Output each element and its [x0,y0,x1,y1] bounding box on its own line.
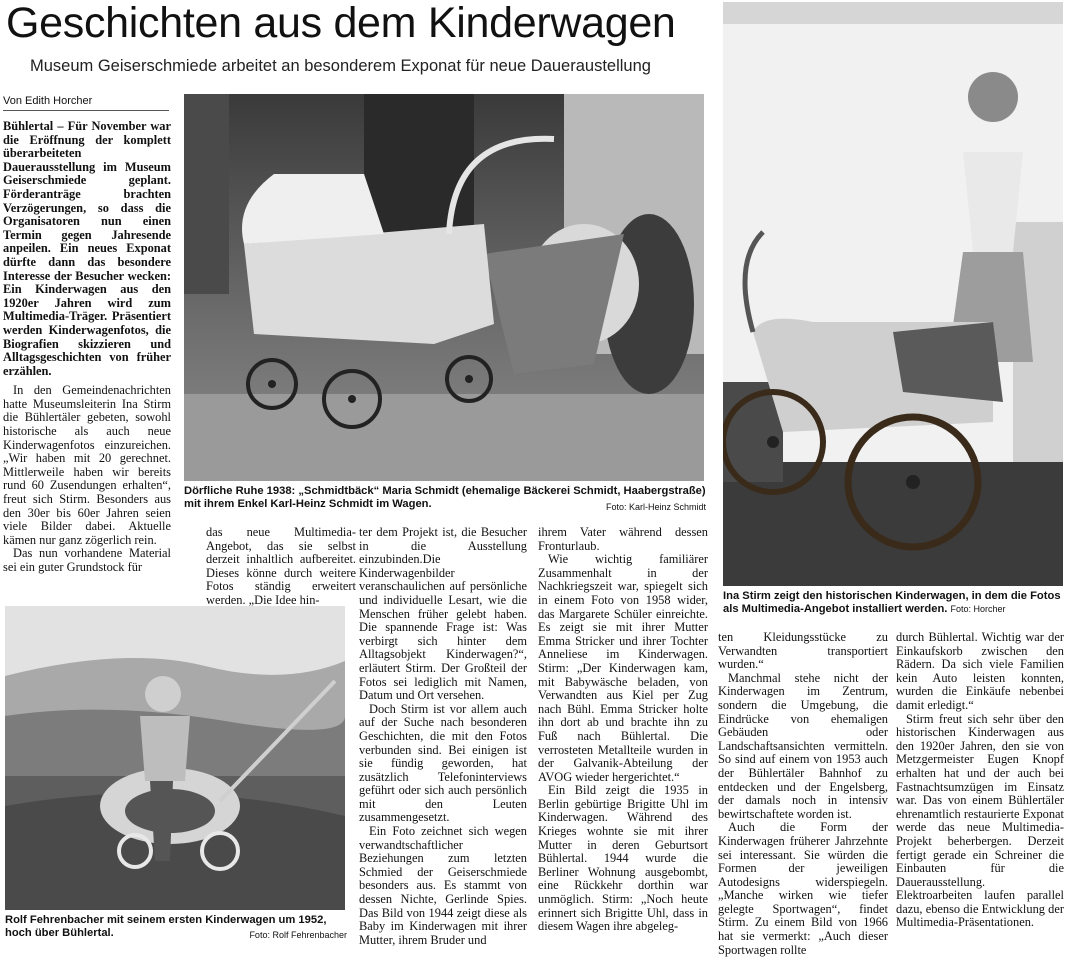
photo-credit: Foto: Karl-Heinz Schmidt [605,502,706,512]
photo-caption [5,914,347,942]
paragraph: In den Gemeindenachrichten hatte Museumsleiterin Ina Stirm die Bühlertäler gebeten, sowohl historische als auch neue Kinderwagenfotos einzureichen. „Wir haben mit 20 gerechnet. Mittlerweile haben wir bereits rund 60 Zusendungen erhalten“, freut sich Stirm. Besonders aus den 30er bis 60er Jahren seien viele Bilder dabei. Aktuelle kämen nur ganz zögerlich rein. [3,383,171,547]
article-column-2 [206,526,356,608]
article-column-4 [538,526,708,934]
photo-credit: Foto: Horcher [950,604,1006,614]
paragraph: Doch Stirm ist vor allem auch auf der Suche nach besonderen Geschichten, die mit den Fotos verbunden sind. Bei einigen ist sie fündig geworden, hat zusätzlich Telefoninterviews geführt oder sich auch persönlich mit den Leuten zusammengesetzt. [359,701,527,825]
paragraph: ten Kleidungsstücke zu Verwandten transportiert wurden.“ [718,630,888,672]
paragraph: durch Bühlertal. Wichtig war der Einkaufskorb zwischen den Rädern. Da sich viele Familien kein Auto leisten konnten, wurden die Einkäufe nebenbei damit erledigt.“ [896,630,1064,712]
caption-text: Ina Stirm zeigt den historischen Kinderwagen, in dem die Fotos als Multimedia-Angebot installiert werden. [723,590,1061,615]
paragraph: Wie wichtig familiärer Zusammenhalt in der Nachkriegszeit war, spiegelt sich in einem Foto von 1958 wider, das Margarete Schüler einreichte. Es zeigt sie mit ihrer Mutter Emma Stricker und ihrer Tochter Anneliese im Kinderwagen. Stirm: „Der Kinderwagen kam, mit Babywäsche beladen, von Verwandten aus Kiel per Zug nach Bühl. Emma Stricker holte ihn dort ab und brachte ihn zu Fuß nach Bühlertal. Die verrosteten Metallteile wurden in der Galvanik-Abteilung der AVOG wieder hergerichtet.“ [538,552,708,784]
paragraph: ter dem Projekt ist, die Besucher in die Ausstellung einzubinden.Die Kinderwagenbilder veranschaulichen auf persönliche und individuelle Lesart, wie die Menschen früher gelebt haben. Die spannende Frage ist: Was verbirgt sich hinter dem Alltagsobjekt Kinderwagen?“, erläutert Stirm. Der Großteil der Fotos sei lediglich mit Namen, Datum und Ort versehen. [359,525,527,703]
paragraph: ihrem Vater während dessen Fronturlaub. [538,525,708,553]
photo-grandmother-pram [184,94,704,481]
article-column-6 [896,631,1064,930]
lead-paragraph: Bühlertal – Für November war die Eröffnung der komplett überarbeiteten Dauerausstellung im Museum Geiserschmiede geplant. Förderanträge brachten Verzögerungen, so dass die Organisatoren nun einen Termin gegen Jahresende anpeilen. Ein neues Exponat dürfte dann das besondere Interesse der Besucher wecken: Ein Kinderwagen aus den 1920er Jahren wird zum Multimedia-Träger. Präsentiert werden Kinderwagenfotos, die Biografien skizzieren und Alltagsgeschichten von früher erzählen. [3,119,171,378]
paragraph: Auch die Form der Kinderwagen früherer Jahrzehnte sei interessant. Sie würden die Formen der jeweiligen Autodesigns widerspiegeln. „Manche wirken wie tiefer gelegte Sportwagen“, findet Stirm. Zu einem Bild von 1966 hat sie vermerkt: „Auch dieser Sportwagen rollte [718,820,888,957]
photo-ina-stirm-pram [723,2,1063,586]
subheadline: Museum Geiserschmiede arbeitet an besonderem Exponat für neue Daueraustellung [30,57,651,75]
caption-text: Dörfliche Ruhe 1938: „Schmidtbäck“ Maria Schmidt (ehemalige Bäckerei Schmidt, Haabergstraße) mit ihrem Enkel Karl-Heinz Schmidt im Wagen. [184,485,706,510]
article-column-1 [3,120,171,575]
paragraph: Stirm freut sich sehr über den historischen Kinderwagen aus den 1920er Jahren, den sie von Metzgermeister Eugen Knopf erhalten hat und der auch bei Fastnachtsumzügen im Einsatz war. Das von einem Bühlertäler ehrenamtlich restaurierte Exponat werde das neue Multimedia-Projekt beherbergen. Derzeit fertigt gerade ein Schreiner die Einbauten für die Dauerausstellung. Elektroarbeiten laufen parallel dazu, ebenso die Entwicklung der Multimedia-Präsentationen. [896,711,1064,930]
paragraph: Das nun vorhandene Material sei ein guter Grundstock für [3,546,171,574]
paragraph: Ein Foto zeichnet sich wegen verwandtschaftlicher Beziehungen zum letzten Schmied der Geiserschmiede besonders aus. Es stammt von dessen Nichte, Gerlinde Spies. Das Bild von 1944 zeigt diese als Baby im Kinderwagen mit ihrer Mutter, ihrem Bruder und [359,824,527,947]
photo-caption [723,590,1065,616]
headline: Geschichten aus dem Kinderwagen [6,0,676,47]
byline: Von Edith Horcher [3,94,169,111]
article-column-5 [718,631,888,957]
article-column-3 [359,526,527,947]
caption-text: Rolf Fehrenbacher mit seinem ersten Kinderwagen um 1952, hoch über Bühlertal. [5,914,327,939]
paragraph: Ein Bild zeigt die 1935 in Berlin gebürtige Brigitte Uhl im Kinderwagen. Während des Krieges wohnte sie mit ihrer Mutter in deren Geburtsort Bühlertal. 1944 wurde die Berliner Wohnung ausgebombt, eine Rückkehr dorthin war unmöglich. Stirm: „Noch heute erinnert sich Brigitte Uhl, dass in diesem Wagen ihre abgeleg- [538,783,708,934]
paragraph: das neue Multimedia-Angebot, das sie selbst derzeit inhaltlich aufbereitet. Dieses könne durch weitere Fotos ständig erweitert werden. „Die Idee hin- [206,525,356,607]
photo-credit: Foto: Rolf Fehrenbacher [249,930,347,940]
paragraph: Manchmal stehe nicht der Kinderwagen im Zentrum, sondern die Umgebung, die Eindrücke von ehemaligen Gebäuden oder Landschaftsansichten vermitteln. So sind auf einem von 1953 auch der Bühlertäler Bahnhof zu entdecken und der Engelsberg, der damals noch in intensiv bewirtschaftete worden ist. [718,670,888,821]
photo-child-pram [5,606,345,910]
photo-caption [184,485,706,514]
